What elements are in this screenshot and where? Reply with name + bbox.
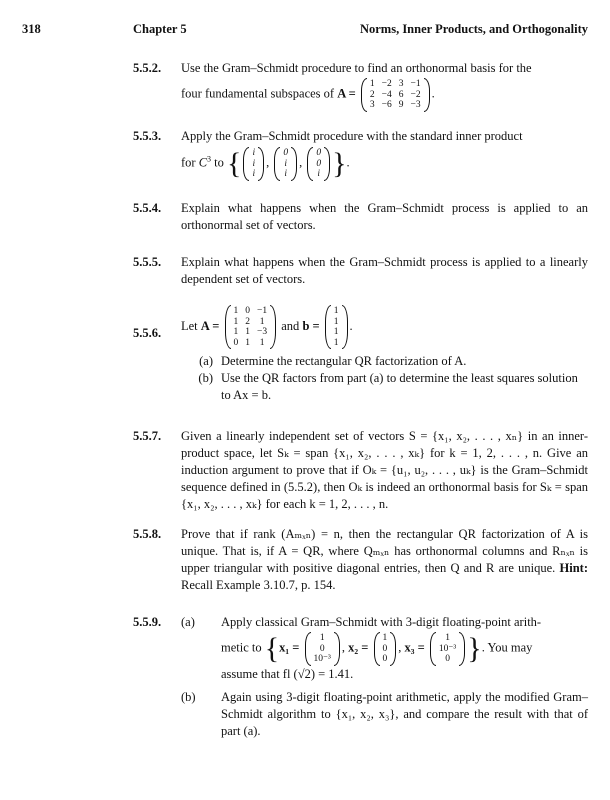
item-text: Determine the rectangular QR factorization of A. [221,354,467,368]
list-item [181,614,588,683]
item-text: Again using 3-digit floating-point arithmetic, apply the modified Gram–Schmidt algorithm to {x₁, x₂, x₃}, and compare the result with that of part (a). [221,689,588,738]
item-label: (a) [199,354,213,368]
hint-label: Hint: [559,561,589,575]
exercise-5-5-4 [133,200,588,234]
punctuation: . [431,86,435,101]
matrix-cell: 3 [369,100,375,110]
exercise-text: Prove that if rank (Aₘₓₙ) = n, then the rectangular QR factorization of A is unique. That is, if A = QR, where Qₘₓₙ has orthonormal columns and Rₙₓₙ is upper triangular with positive diagonal entries, then Q and R are unique. [181,527,588,575]
vector-entry: 0 [316,148,322,158]
vector-v1 [243,147,264,181]
matrix-a [225,305,277,349]
matrix-cell: 9 [398,100,404,110]
vector-entry: 1 [382,633,388,643]
matrix-cell: −3 [410,100,421,110]
chapter-label: Chapter 5 [133,22,187,36]
matrix-cell: 2 [369,89,375,100]
vector-x3 [430,632,465,666]
matrix-cell: 1 [259,316,265,327]
vector-entry: 10⁻³ [313,654,331,664]
exercise-5-5-5 [133,254,588,288]
vector-entry: i [284,169,288,179]
vector-entry: 0 [382,643,388,654]
right-paren-icon [390,632,396,666]
right-paren-icon [270,305,276,349]
matrix-cell: 6 [398,89,404,100]
vector-entry: 1 [333,337,339,348]
punctuation: , [299,155,303,170]
vector-entry: 0 [316,158,322,169]
vector-entry: 0 [283,148,289,158]
matrix-cell: 1 [233,306,239,316]
item-text: . You may [481,640,533,655]
matrix-cell: −4 [381,89,392,100]
matrix-cell: −6 [381,100,392,110]
right-paren-icon [291,147,297,181]
right-brace-icon: } [332,146,347,180]
vector-entry: i [252,148,256,158]
exercise-number: 5.5.4. [133,201,162,215]
matrix-cell: −2 [381,79,392,89]
vector-entry: 1 [333,316,339,327]
exercise-5-5-3 [133,128,588,181]
exercise-number: 5.5.3. [133,129,162,143]
right-paren-icon [334,632,340,666]
vector-label: b = [302,318,320,333]
vector-entry: 10⁻³ [438,643,457,654]
exercise-5-5-2 [133,60,588,112]
exercise-text: Given a linearly independent set of vectors S = {x₁, x₂, . . . , xₙ} in an inner-product space, let Sₖ = span {x₁, x₂, . . . , xₖ} for k = 1, 2, . . . , n. Give an induction argument to prove that if Oₖ = {u₁, u₂, . . . , uₖ} is the Gram–Schmidt sequence defined in (5.5.2), then Oₖ is indeed an orthonormal basis for Sₖ = span {x₁, x₂, . . . , xₖ} for each k = 1, 2, . . . , n. [181,429,588,511]
item-label: (b) [198,371,213,385]
vector-entry: 0 [319,643,325,654]
exercise-number: 5.5.2. [133,61,162,75]
vector-entry: i [317,169,321,179]
vector-x1 [305,632,340,666]
hint-text: Recall Example 3.10.7, p. 154. [181,578,336,592]
matrix-cell: −2 [410,89,421,100]
exercise-5-5-7 [133,428,588,513]
list-item [181,689,588,740]
punctuation: . [349,318,353,333]
matrix-a [361,78,430,112]
vector-entry: 0 [445,654,450,664]
item-text: Apply classical Gram–Schmidt with 3-digit floating-point arith- [221,615,542,629]
punctuation: , [398,640,402,655]
vector-entry: 0 [382,654,388,664]
left-brace-icon: { [227,146,242,180]
matrix-cell: 1 [245,337,251,348]
exponent: 3 [207,154,212,164]
left-brace-icon: { [264,631,280,665]
exercise-5-5-9 [133,614,588,740]
vector-x2 [374,632,397,666]
list-item [181,353,588,370]
exercise-text: to [214,155,224,170]
exercise-5-5-6 [133,305,588,404]
exercise-text: Explain what happens when the Gram–Schmidt process is applied to an orthonormal set of vectors. [181,201,588,232]
vector-label: x₁ = [279,640,300,655]
matrix-cell: 0 [233,337,239,348]
exercise-text: and [281,318,300,333]
right-paren-icon [459,632,465,666]
exercise-text: Explain what happens when the Gram–Schmidt process is applied to a linearly dependent set of vectors. [181,255,588,286]
vector-entry: 1 [319,633,325,643]
list-item [181,370,588,404]
punctuation: . [346,155,350,170]
vector-entry: 1 [445,633,450,643]
exercise-text: Let [181,318,198,333]
right-brace-icon: } [467,631,482,665]
matrix-cell: −1 [257,306,268,316]
exercise-number: 5.5.9. [133,615,162,629]
exercise-text: for [181,155,196,170]
punctuation: , [266,155,270,170]
item-text: assume that fl (√2) = 1.41. [221,666,354,681]
vector-v3 [307,147,330,181]
item-label: (a) [181,615,195,629]
matrix-label: A = [337,86,356,101]
vector-v2 [274,147,297,181]
matrix-cell: 2 [245,316,251,327]
matrix-cell: 0 [245,306,251,316]
exercise-number: 5.5.8. [133,527,162,541]
exercise-number: 5.5.6. [133,326,162,340]
matrix-cell: 1 [245,327,251,337]
matrix-cell: 3 [398,79,404,89]
exercise-text: Apply the Gram–Schmidt procedure with the standard inner product [181,129,523,143]
exercise-number: 5.5.7. [133,429,162,443]
vector-b [325,305,348,349]
exercise-number: 5.5.5. [133,255,162,269]
right-paren-icon [258,147,264,181]
item-text: metic to [221,640,262,655]
exercise-text: four fundamental subspaces of [181,86,335,101]
matrix-cell: 1 [369,79,375,89]
matrix-cell: −3 [257,327,268,337]
right-paren-icon [424,78,430,112]
matrix-label: A = [200,318,220,333]
vector-entry: i [284,158,288,169]
matrix-cell: 1 [233,316,239,327]
vector-entry: i [252,169,256,179]
vector-label: x₂ = [348,640,369,655]
vector-entry: i [252,158,256,169]
item-text: Use the QR factors from part (a) to determine the least squares solution to Ax = b. [221,371,578,402]
exercise-text: Use the Gram–Schmidt procedure to find an orthonormal basis for the [181,61,532,75]
matrix-cell: 1 [233,327,239,337]
item-label: (b) [181,689,196,704]
vector-entry: 1 [333,327,339,337]
matrix-cell: 1 [259,337,265,348]
matrix-cell: −1 [410,79,421,89]
page-number: 318 [22,22,41,36]
running-title: Norms, Inner Products, and Orthogonality [359,22,588,36]
right-paren-icon [324,147,330,181]
vector-entry: 1 [333,306,339,316]
exercise-5-5-8 [133,526,588,594]
complex-space-symbol: C [198,155,208,170]
right-paren-icon [342,305,348,349]
vector-label: x₃ = [404,640,425,655]
punctuation: , [341,640,346,655]
